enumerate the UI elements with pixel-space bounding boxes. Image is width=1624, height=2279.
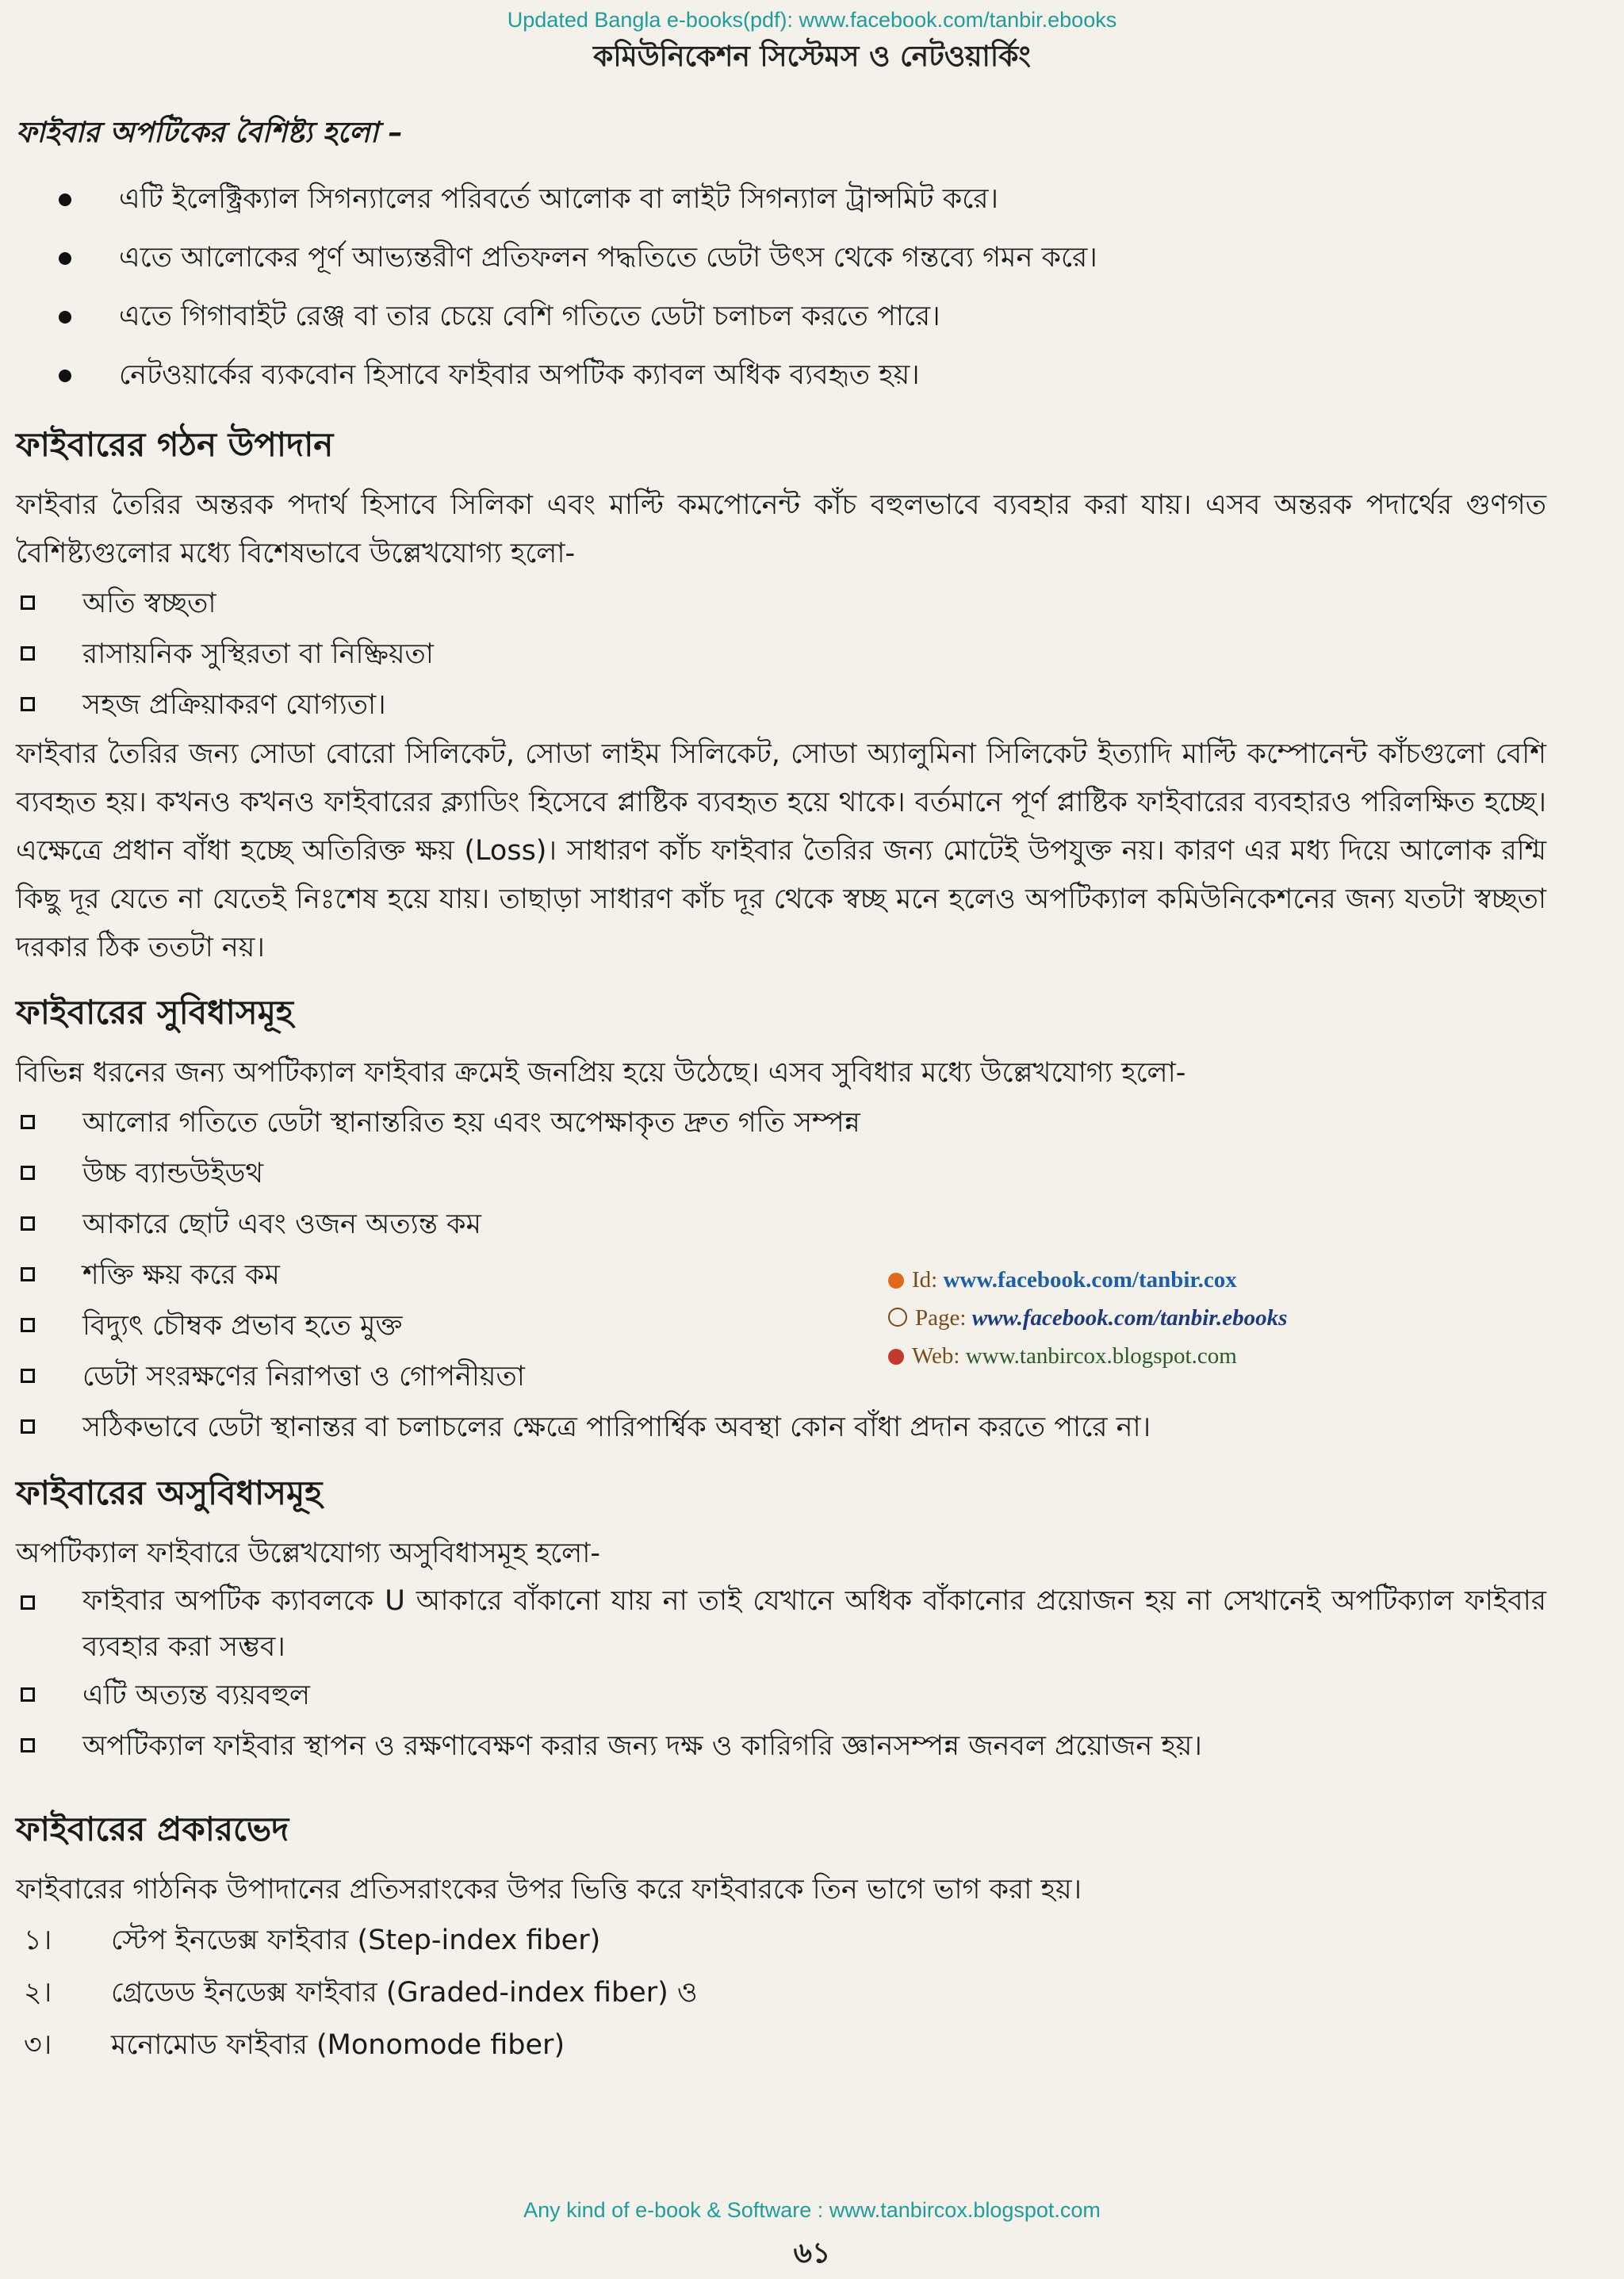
checkbox-square-icon (21, 1115, 35, 1129)
advantages-intro: বিভিন্ন ধরনের জন্য অপটিক্যাল ফাইবার ক্রমেই জনপ্রিয় হয়ে উঠেছে। এসব সুবিধার মধ্যে উল্লেখযোগ্য হলো- (16, 1057, 1186, 1089)
list-item (16, 287, 1546, 346)
user-id-icon (888, 1273, 904, 1289)
list-item (16, 1402, 1546, 1453)
list-item-text: আলোর গতিতে ডেটা স্থানান্তরিত হয় এবং অপেক্ষাকৃত দ্রুত গতি সম্পন্ন (82, 1107, 860, 1139)
social-web-link[interactable]: www.tanbircox.blogspot.com (965, 1343, 1237, 1369)
page-number: ৬১ (793, 2237, 831, 2269)
list-item (16, 1967, 1546, 2019)
types-intro: ফাইবারের গাঠনিক উপাদানের প্রতিসরাংকের উপর ভিত্তি করে ফাইবারকে তিন ভাগে ভাগ করা হয়। (16, 1874, 1082, 1906)
checkbox-square-icon (21, 1419, 35, 1434)
checkbox-square-icon (21, 1369, 35, 1383)
disadvantages-intro: অপটিক্যাল ফাইবারে উল্লেখযোগ্য অসুবিধাসমূহ হলো- (16, 1538, 601, 1569)
social-row-id (888, 1261, 1287, 1299)
list-item (16, 1097, 1546, 1148)
globe-icon (888, 1349, 904, 1365)
list-item (16, 1199, 1546, 1250)
list-item (16, 1721, 1546, 1771)
checkbox-square-icon (21, 1595, 35, 1610)
checkbox-square-icon (21, 1267, 35, 1281)
list-number: ৩। (24, 2029, 52, 2061)
social-id-link[interactable]: www.facebook.com/tanbir.cox (943, 1267, 1237, 1293)
types-list (16, 1914, 1546, 2071)
checkbox-square-icon (21, 1738, 35, 1752)
social-links-box (888, 1261, 1287, 1375)
list-item-text: স্টেপ ইনডেক্স ফাইবার (Step-index fiber) (111, 1925, 601, 1956)
list-item-text: বিদ্যুৎ চৌম্বক প্রভাব হতে মুক্ত (82, 1310, 403, 1342)
checkbox-square-icon (21, 1687, 35, 1702)
book-icon (888, 1308, 907, 1327)
list-item (16, 228, 1546, 287)
list-item (16, 170, 1546, 228)
materials-intro: ফাইবার তৈরির অন্তরক পদার্থ হিসাবে সিলিকা এবং মাল্টি কমপোনেন্ট কাঁচ বহুলভাবে ব্যবহার করা যায়। এসব অন্তরক পদার্থের গুণগত বৈশিষ্ট্যগুলোর মধ্যে বিশেষভাবে উল্লেখযোগ্য হলো- (16, 489, 1546, 569)
social-row-web (888, 1337, 1287, 1375)
page-content (16, 111, 1546, 2071)
disadvantages-list (16, 1578, 1546, 1771)
checkbox-square-icon (21, 1318, 35, 1332)
list-item-text: সঠিকভাবে ডেটা স্থানান্তর বা চলাচলের ক্ষেত্রে পারিপার্শ্বিক অবস্থা কোন বাঁধা প্রদান করতে পারে না। (82, 1411, 1151, 1443)
list-item-text: রাসায়নিক সুস্থিরতা বা নিষ্ক্রিয়তা (82, 638, 434, 670)
list-item-text: ডেটা সংরক্ষণের নিরাপত্তা ও গোপনীয়তা (82, 1361, 525, 1392)
list-item (16, 1250, 1546, 1300)
social-id-label: Id: (912, 1267, 938, 1293)
checkbox-square-icon (21, 646, 35, 661)
checkbox-square-icon (21, 697, 35, 711)
bullet-icon (59, 252, 71, 265)
bullet-icon (59, 370, 71, 382)
list-item (16, 1914, 1546, 1967)
materials-paragraph: ফাইবার তৈরির জন্য সোডা বোরো সিলিকেট, সোডা লাইম সিলিকেট, সোডা অ্যালুমিনা সিলিকেট ইত্যাদি মাল্টি কম্পোনেন্ট কাঁচগুলো বেশি ব্যবহৃত হয়। কখনও কখনও ফাইবারের ক্ল্যাডিং হিসেবে প্লাষ্টিক ব্যবহৃত হয়ে থাকে। বর্তমানে পূর্ণ প্লাষ্টিক ফাইবারের ব্যবহারও পরিলক্ষিত হচ্ছে। এক্ষেত্রে প্রধান বাঁধা হচ্ছে অতিরিক্ত ক্ষয় (Loss)। সাধারণ কাঁচ ফাইবার তৈরির জন্য মোটেই উপযুক্ত নয়। কারণ এর মধ্য দিয়ে আলোক রশ্মি কিছু দূর যেতে না যেতেই নিঃশেষ হয়ে যায়। তাছাড়া সাধারণ কাঁচ দূর থেকে স্বচ্ছ মনে হলেও অপটিক্যাল কমিউনিকেশনের জন্য যতটা স্বচ্ছতা দরকার ঠিক ততটা নয়। (16, 738, 1546, 963)
bullet-icon (59, 311, 71, 324)
list-item-text: এটি অত্যন্ত ব্যয়বহুল (82, 1680, 310, 1711)
features-list (16, 170, 1546, 404)
list-item (16, 680, 1546, 730)
list-item-text: অপটিক্যাল ফাইবার স্থাপন ও রক্ষণাবেক্ষণ করার জন্য দক্ষ ও কারিগরি জ্ঞানসম্পন্ন জনবল প্রয়োজন হয়। (82, 1730, 1202, 1762)
list-item-text: এতে গিগাবাইট রেঞ্জ বা তার চেয়ে বেশি গতিতে ডেটা চলাচল করতে পারে। (119, 301, 940, 332)
social-page-link[interactable]: www.facebook.com/tanbir.ebooks (971, 1305, 1288, 1331)
materials-heading: ফাইবারের গঠন উপাদান (16, 425, 334, 464)
advantages-heading: ফাইবারের সুবিধাসমূহ (16, 993, 293, 1032)
list-number: ২। (24, 1977, 52, 2009)
top-promo-link[interactable]: Updated Bangla e-books(pdf): www.facebook.com/tanbir.ebooks (507, 8, 1117, 32)
list-number: ১। (24, 1925, 52, 1956)
list-item (16, 1351, 1546, 1402)
list-item-text: গ্রেডেড ইনডেক্স ফাইবার (Graded-index fiber) ও (111, 1977, 698, 2009)
features-heading: ফাইবার অপটিকের বৈশিষ্ট্য হলো – (16, 117, 403, 149)
bottom-promo-link[interactable]: Any kind of e-book & Software : www.tanbircox.blogspot.com (523, 2198, 1101, 2222)
checkbox-square-icon (21, 1216, 35, 1231)
bullet-icon (59, 193, 71, 206)
social-page-label: Page: (915, 1305, 967, 1331)
list-item-text: ফাইবার অপটিক ক্যাবলকে U আকারে বাঁকানো যায় না তাই যেখানে অধিক বাঁকানোর প্রয়োজন হয় না সেখানেই অপটিক্যাল ফাইবার ব্যবহার করা সম্ভব। (82, 1585, 1546, 1663)
list-item-text: শক্তি ক্ষয় করে কম (82, 1259, 280, 1291)
running-head: কমিউনিকেশন সিস্টেমস ও নেটওয়ার্কিং (593, 40, 1031, 73)
list-item (16, 629, 1546, 680)
list-item-text: এতে আলোকের পূর্ণ আভ্যন্তরীণ প্রতিফলন পদ্ধতিতে ডেটা উৎস থেকে গন্তব্যে গমন করে। (119, 242, 1097, 274)
list-item (16, 2019, 1546, 2071)
social-web-label: Web: (912, 1343, 960, 1369)
list-item-text: নেটওয়ার্কের ব্যকবোন হিসাবে ফাইবার অপটিক ক্যাবল অধিক ব্যবহৃত হয়। (119, 359, 920, 391)
list-item (16, 1148, 1546, 1199)
disadvantages-heading: ফাইবারের অসুবিধাসমূহ (16, 1473, 323, 1512)
checkbox-square-icon (21, 596, 35, 610)
list-item (16, 1300, 1546, 1351)
checkbox-square-icon (21, 1166, 35, 1180)
list-item (16, 346, 1546, 404)
list-item (16, 578, 1546, 629)
list-item-text: আকারে ছোট এবং ওজন অত্যন্ত কম (82, 1208, 481, 1240)
list-item (16, 1670, 1546, 1721)
list-item-text: অতি স্বচ্ছতা (82, 588, 216, 619)
list-item-text: মনোমোড ফাইবার (Monomode fiber) (111, 2029, 565, 2061)
list-item-text: উচ্চ ব্যান্ডউইডথ (82, 1158, 264, 1189)
list-item (16, 1578, 1546, 1670)
advantages-list (16, 1097, 1546, 1453)
materials-list (16, 578, 1546, 730)
social-row-page (888, 1299, 1287, 1337)
list-item-text: এটি ইলেক্ট্রিক্যাল সিগন্যালের পরিবর্তে আলোক বা লাইট সিগন্যাল ট্রান্সমিট করে। (119, 183, 999, 215)
types-heading: ফাইবারের প্রকারভেদ (16, 1810, 289, 1848)
list-item-text: সহজ প্রক্রিয়াকরণ যোগ্যতা। (82, 689, 386, 721)
